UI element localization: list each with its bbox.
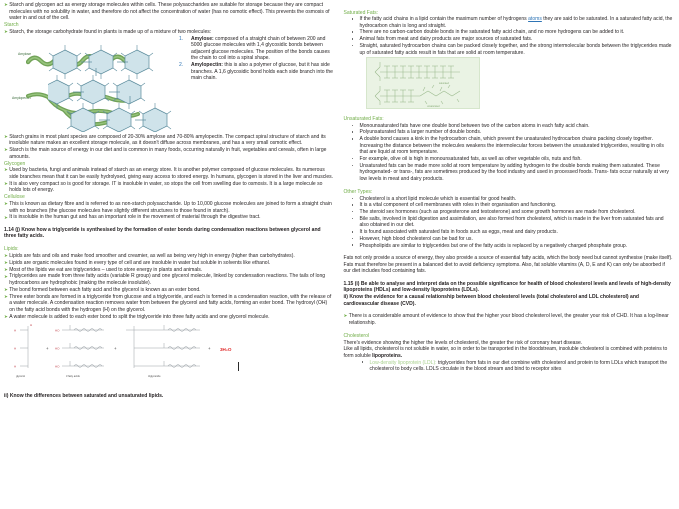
cholesterol-line-2: Like all lipids, cholesterol is not soluble in water, so in order to be transported in the bloodstream, insoluble cholesterol is combined with proteins to form soluble lipoproteins. [343, 346, 668, 360]
heading-lipids: Lipids: [4, 246, 19, 253]
fatty-acid-chain-icon [366, 57, 480, 109]
arrow-bullet-icon: ➤ [4, 201, 8, 207]
intro-paragraph: ➤ Starch and glycogen act as energy storage molecules within cells. These polysaccharides are suitable for storage because they are compact molecules with no solubility in water, and therefore do not affect the concentration of water (has no osmotic effect). This prevents the osmosis of water in and out of the cell. [4, 2, 330, 22]
glucose-ring-structures-icon [48, 38, 174, 132]
lipid-bullet: ➤ Lipids are organic molecules found in every type of cell and are insoluble in water but soluble in solvents like ethanol. [4, 259, 271, 266]
other-bullet: However, high blood cholesterol can be bad for us. [344, 236, 674, 243]
starch-figure-block [4, 36, 336, 134]
heading-cholesterol: Cholesterol [343, 333, 370, 340]
term-amylose: Amylose: [191, 35, 214, 42]
saturated-bullet: There are no carbon-carbon double bonds in the saturated fatty acid chain, and no more hydrogens can be added to it. [344, 29, 674, 36]
unsaturated-bullet: Polyunsaturated fats a larger number of double bonds. [344, 129, 674, 136]
bullet-dot-icon [352, 165, 354, 167]
svg-text:HO: HO [55, 328, 60, 333]
arrow-bullet-icon: ➤ [343, 313, 348, 319]
heading-unsaturated-fats: Unsaturated Fats: [343, 116, 384, 123]
triglyceride-equation-icon [8, 322, 308, 380]
caption-fatty-acids: 3 fatty acids [66, 374, 80, 378]
unsaturated-bullet: For example, olive oil is high in monounsaturated fats, as well as other vegetable oils, nuts and fish. [344, 156, 674, 163]
bullet-dot-icon [352, 238, 354, 240]
caption-glycerol: glycerol [16, 374, 25, 378]
arrow-bullet-icon: ➤ [4, 293, 8, 299]
bullet-dot-icon [352, 31, 354, 33]
svg-text:unsaturated: unsaturated [426, 105, 440, 109]
bullet-dot-icon [352, 218, 354, 220]
bullet-dot-icon [352, 231, 354, 233]
heading-starch: Starch [4, 22, 19, 29]
arrow-bullet-icon: ➤ [4, 28, 8, 34]
arrow-bullet-icon: ➤ [4, 147, 8, 153]
lipid-bullet-triglycerides: ➤ Most of the lipids we eat are triglycerides – used to store energy in plants and animals. [4, 266, 203, 273]
cellulose-bullet: ➤ This is known as dietary fibre and is referred to as non-starch polysaccharide. Up to 10,000 glucose molecules are joined to form a straight chain with no branches (the glucose molecules have slightly different structures to those found in starch). [4, 201, 332, 214]
starch-bullet: ➤ Starch is the main source of energy in our diet and is common in many foods, occurring naturally in fruit, vegetables and cereals, often in large amounts. [4, 147, 327, 160]
ldl-bullet: Low-density lipoprotein (LDL): triglycerides from fats in our diet combine with cholesterol and protein to form LDLs which transport the cholesterol to body cells. LDLS circulate in the blood stream and bind to receptor sites [344, 360, 674, 373]
amylopectin-chain-label: Amylopectin [12, 95, 31, 100]
other-bullet: Cholesterol is a short lipid molecule which is essential for good health. [344, 196, 674, 203]
right-column [340, 0, 679, 509]
list-item: 2. Amylopectin: this is also a polymer of glucose, but it has side branches. A 1,6 glycosidic bond holds each side branch into the main chain. [179, 62, 333, 82]
unsaturated-bullet: Monounsaturated fats have one double bond between two of the carbon atoms in each fatty acid chain. [344, 123, 674, 130]
arrow-bullet-icon: ➤ [4, 167, 8, 173]
chd-bullet: ➤ There is a considerable amount of evidence to show that the higher your blood cholesterol level, the greater your risk of CHD. It has a log-linear relationship. [343, 313, 669, 326]
triglyceride-equation-figure [4, 322, 304, 384]
amylose-chain-label: Amylose [18, 51, 32, 56]
bullet-dot-icon [352, 211, 354, 213]
list-item: 1. Amylose: composed of a straight chain of between 200 and 5000 glucose molecules with 1,4 glycosidic bonds between adjacent glucose molecules. The position of the bonds causes the chain to coil into a spiral shape. [179, 35, 330, 62]
spec-point-1-14: 1.14 (j) Know how a triglyceride is synthesised by the formation of ester bonds during condensation reactions between glycerol and three fatty acids. [4, 226, 321, 240]
item-number: 2. [179, 62, 184, 69]
bullet-dot-icon [352, 38, 354, 40]
arrow-bullet-icon: ➤ [4, 180, 8, 186]
lipid-bullet: ➤ Lipids are fats and oils and make food smoother and creamier, as well as being very high in energy (higher than carbohydrates). [4, 252, 295, 259]
saturated-bullet: If the fatty acid chains in a lipid contain the maximum number of hydrogens atoms they are said to be saturated. In a saturated fatty acid, the hydrocarbon chain is long and straight. [344, 16, 674, 29]
unsaturated-bullet: A double bond causes a kink in the hydrocarbon chain, which prevent the unsaturated hydrocarbon chains packing closely together. Increasing the distance between the molecules weakens the intermolecular forces between the unsaturated triglycerides, resulting in oils that are liquid at room temperature. [344, 136, 674, 156]
bullet-dot-icon [352, 131, 354, 133]
svg-text:H: H [14, 346, 17, 351]
bullet-dot-icon [352, 244, 354, 246]
atoms-link[interactable]: atoms [528, 16, 542, 23]
heading-cellulose: Cellulose [4, 194, 25, 201]
svg-text:H: H [14, 364, 17, 369]
arrow-bullet-icon: ➤ [4, 133, 8, 139]
bullet-dot-icon [352, 18, 354, 20]
arrow-bullet-icon: ➤ [4, 259, 8, 265]
other-bullet: It is found associated with saturated fats in foods such as eggs, meat and dairy products. [344, 229, 674, 236]
bullet-dot-icon [352, 138, 354, 140]
glycogen-bullet: ➤ Used by bacteria, fungi and animals instead of starch as an energy store. It is another polymer composed of glucose molecules. Its numerous side branches mean that it can be easily hydrolysed, giving easy access to stored energy. In humans, glycogen is stored in the liver and muscles. [4, 167, 334, 180]
lipid-bullet: ➤ Three ester bonds are formed in a triglyceride from glucose and a triglyceride, and each is formed in a condensation reaction, with the release of a water molecule. A condensation reaction removes water from between the glycerol and fatty acids, forming an ester bond. The hydroxyl (OH) on the fatty acid bonds with the hydrogen (H) on the glycerol. [4, 293, 332, 313]
arrow-bullet-icon: ➤ [4, 273, 8, 279]
svg-text:+: + [114, 345, 117, 351]
bullet-dot-icon [352, 125, 354, 127]
svg-text:H: H [30, 322, 33, 327]
heading-other-types: Other Types: [343, 188, 373, 195]
glycogen-bullet: ➤ It is also very compact so is good for storage. IT is insoluble in water, so stops the cell from swelling due to osmosis. It is a large molecule so holds lots of energy. [4, 180, 323, 194]
lipoproteins-term: lipoproteins. [372, 353, 403, 360]
starch-bullet: ➤ Starch grains in most plant species are composed of 20-30% amylose and 70-80% amylopectin. The compact spiral structure of starch and its insoluble nature makes an excellent storage molecule, as it doesn't diffuse across membranes, and has a very small osmotic effect. [4, 133, 326, 147]
other-bullet: The steroid sex hormones (such as progesterone and testosterone) and some growth hormones are made from cholesterol. [344, 209, 674, 216]
arrow-bullet-icon: ➤ [4, 214, 8, 220]
other-bullet: It is a vital component of cell membranes with roles in their organisation and functioning. [344, 202, 674, 209]
bullet-dot-icon [362, 361, 364, 363]
item-number: 1. [179, 35, 184, 42]
other-bullet: Phospholipids are similar to triglycerides but one of the fatty acids is replaced by a negatively charged phosphate group. [344, 243, 674, 250]
svg-text:+: + [208, 345, 211, 351]
bullet-dot-icon [352, 204, 354, 206]
cholesterol-line-1: There's evidence showing the higher the levels of cholesterol, the greater the risk of coronary heart disease. [343, 339, 583, 346]
saturated-bullet: Animal fats from meat and dairy products are major sources of saturated fats. [344, 36, 674, 43]
heading-saturated-fats: Saturated Fats: [343, 9, 379, 16]
saturated-bullet: Straight, saturated hydrocarbon chains can be packed closely together, and the strong intermolecular bonds between the triglycerides made up of saturated fatty acids result in fats that are solid at room temperature. [344, 43, 674, 56]
arrow-bullet-icon: ➤ [4, 252, 8, 258]
arrow-bullet-icon: ➤ [4, 2, 8, 8]
caption-triglyceride: triglyceride [148, 374, 161, 378]
starch-numbered-list [178, 36, 334, 82]
fats-summary-paragraph: Fats not only provide a source of energy, they also provide a source of essential fatty acids, which the body need but cannot synthesise (make itself). Fats must therefore be present in a balanced diet to avoid deficiency symptoms. Also, fat soluble vitamins (A, D, E and K) can only be absorbed if our diet includes food containing fats. [343, 255, 673, 275]
text-cursor [238, 362, 239, 371]
svg-text:HO: HO [55, 364, 60, 369]
other-bullet: Bile salts, involved in lipid digestion and assimilation, are also formed from cholesterol, which is made in the liver from saturated fats and also obtained in our diet. [344, 216, 674, 229]
unsaturated-bullet: Unsaturated fats can be made more solid at room temperature by adding hydrogen to the double bonds making them saturated. These hydrogenated- or trans-, fats are sometimes produced by the food industry and used in processed foods. Trans- fats occur naturally at very low levels in meat and dairy products. [344, 163, 674, 183]
svg-text:saturated: saturated [438, 82, 449, 86]
cellulose-bullet: ➤ It is insoluble in the human gut and has an important role in the movement of material through the digestive tract. [4, 214, 261, 221]
bullet-dot-icon [352, 45, 354, 47]
lipid-bullet: ➤ Triglycerides are made from three fatty acids (variable R group) and one glycerol molecule, linked by condensation reactions. The tails of long hydrocarbons are hydrophobic (making the molecule insoluble). [4, 273, 326, 286]
arrow-bullet-icon: ➤ [4, 313, 8, 319]
spec-point-1-14-ii: ii) Know the differences between saturated and unsaturated lipids. [4, 392, 164, 399]
svg-text:+: + [46, 345, 49, 351]
ldl-term: Low-density lipoprotein (LDL): [369, 359, 437, 366]
arrow-bullet-icon: ➤ [4, 266, 8, 272]
term-amylopectin: Amylopectin: [191, 62, 223, 69]
fatty-acid-chain-figure [366, 57, 674, 114]
water-product-label: 3H₂O [220, 346, 232, 352]
spec-point-1-15-i: 1.15 (i) Be able to analyse and interpret data on the possible significance for health of blood cholesterol levels and levels of high-density lipoproteins (HDLs) and low-density lipoproteins (LDLs). [343, 280, 671, 294]
heading-glycogen: Glycogen [4, 160, 26, 167]
lipid-bullet: ➤ A water molecule is added to each ester bond to split the triglyceride into three fatty acids and one glycerol molecule. [4, 313, 270, 320]
svg-text:HO: HO [55, 346, 60, 351]
starch-lead: ➤ Starch, the storage carbohydrate found in plants is made up of a mixture of two molecules: [4, 28, 212, 35]
bullet-dot-icon [352, 198, 354, 200]
spec-point-1-15-ii: ii) Know the evidence for a causal relationship between blood cholesterol levels (total cholesterol and LDL cholesterol) and cardiovascular disease (CVD). [343, 293, 639, 307]
lipid-bullet: ➤ The bond formed between each fatty acid and the glycerol is known as an ester bond. [4, 286, 201, 293]
arrow-bullet-icon: ➤ [4, 286, 8, 292]
svg-text:H: H [14, 328, 17, 333]
bullet-dot-icon [352, 158, 354, 160]
